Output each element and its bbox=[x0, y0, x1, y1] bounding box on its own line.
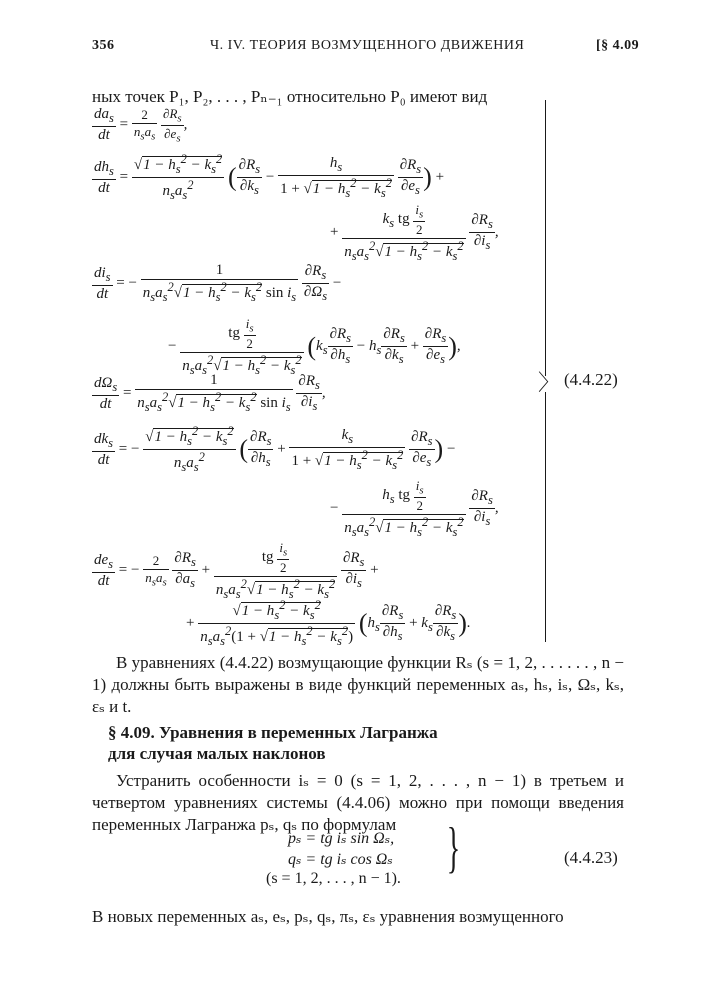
equation-dh-dt: $\frac{dh_s}{dt}$ = $\frac{√1 - h_s^2 - k_s^2}{n_sa_s^2}$ ( $\frac{\partial R_s}{\partial k_s}$ − $\frac{h_s}{1 + √1 - h_s^2 - k_s^2}$ $\frac{\partial R_s}{\partial e_s}$ ) + bbox=[94, 152, 445, 202]
equation-label-4-4-23: (4.4.23) bbox=[564, 848, 618, 867]
brace-lower bbox=[545, 392, 550, 642]
equation-label-4-4-22: (4.4.22) bbox=[564, 370, 618, 389]
equation-di-dt-cont: − tg $\frac{i_s}{2}$ $n_sa_s^2√1 - h_s^2 - k_s^2$ ($k_s$ $\frac{\partial R_s}{\partial h_s}$ − $h_s$ $\frac{\partial R_s}{\partial k_s}$ + $\frac{\partial R_s}{\partial e_s}$ ), bbox=[168, 316, 461, 377]
running-title: Ч. IV. ТЕОРИЯ ВОЗМУЩЕННОГО ДВИЖЕНИЯ bbox=[210, 38, 525, 53]
last-line: В новых переменных aₛ, eₛ, pₛ, qₛ, πₛ, εₛ уравнения возмущенного bbox=[92, 907, 564, 926]
section-title-line2: для случая малых наклонов bbox=[108, 744, 326, 763]
equation-de-dt-cont: + $\frac{√1 - h_s^2 - k_s^2}{n_sa_s^2(1 + √1 - h_s^2 - k_s^2)}$ ($h_s$ $\frac{\partial R_s}{\partial h_s}$ + $k_s$ $\frac{\partial R_s}{\partial k_s}$ ). bbox=[186, 598, 471, 648]
paragraph-after-system: В уравнениях (4.4.22) возмущающие функции Rₛ (s = 1, 2, . . . . . . , n − 1) должны быть выражены в виде функций переменных aₛ, hₛ, iₛ, Ωₛ, kₛ, εₛ и t. bbox=[92, 653, 624, 716]
intro-line: ных точек P₁, P₂, . . . , Pₙ₋₁ относительно P₀ имеют вид bbox=[92, 87, 488, 106]
equation-de-dt: $\frac{de_s}{dt}$ = − $\frac{2}{n_sa_s}$ $\frac{\partial R_s}{\partial a_s}$ + tg $\frac{i_s}{2}$ $n_sa_s^2√1 - h_s^2 - k_s^2$ $\frac{\partial R_s}{\partial i_s}$ + bbox=[94, 540, 379, 601]
eq-s-range: (s = 1, 2, . . . , n − 1). bbox=[266, 870, 401, 887]
equation-dk-dt: $\frac{dk_s}{dt}$ = − $\frac{√1 - h_s^2 - k_s^2}{n_sa_s^2}$ ( $\frac{\partial R_s}{\partial h_s}$ + $\frac{k_s}{1 + √1 - h_s^2 - k_s^2}$ $\frac{\partial R_s}{\partial e_s}$ ) − bbox=[94, 424, 456, 474]
section-title-line1: § 4.09. Уравнения в переменных Лагранжа bbox=[108, 723, 438, 742]
brace-tip: 〉 bbox=[538, 370, 561, 395]
equation-di-dt: $\frac{di_s}{dt}$ = − $\frac{1}{n_sa_s^2√1 - h_s^2 - k_s^2 \sin i_s}$ $\frac{\partial R_s}{\partial\Omega_s}$ − bbox=[94, 262, 342, 304]
eq-q: qₛ = tg iₛ cos Ωₛ bbox=[288, 851, 393, 868]
section-reference: [§ 4.09 bbox=[596, 38, 640, 53]
paragraph-section: Устранить особенности iₛ = 0 (s = 1, 2, . . . , n − 1) в третьем и четвертом уравнениях системы (4.4.06) можно при помощи введения переменных Лагранжа pₛ, qₛ по формулам bbox=[92, 771, 624, 834]
brace-upper bbox=[545, 100, 550, 376]
equation-domega-dt: $\frac{d\Omega_s}{dt}$ = $\frac{1}{n_sa_s^2√1 - h_s^2 - k_s^2 \sin i_s}$ $\frac{\partial R_s}{\partial i_s}$ , bbox=[94, 372, 326, 414]
eq-p: pₛ = tg iₛ sin Ωₛ, bbox=[288, 830, 395, 847]
equation-da-dt: $\frac{da_s}{dt}$ = $\frac{2}{n_sa_s}$ $\frac{\partial R_s}{\partial e_s}$ , bbox=[94, 106, 188, 145]
brace-4-4-23: } bbox=[446, 817, 461, 879]
equation-dh-dt-cont: + $k_s$ tg $\frac{i_s}{2}$ $n_sa_s^2√1 - h_s^2 - k_s^2$ $\frac{\partial R_s}{\partial i_s}$ , bbox=[330, 202, 499, 263]
page-number: 356 bbox=[92, 38, 115, 53]
equation-dk-dt-cont: − $h_s$ tg $\frac{i_s}{2}$ $n_sa_s^2√1 - h_s^2 - k_s^2$ $\frac{\partial R_s}{\partial i_s}$ , bbox=[330, 478, 499, 539]
